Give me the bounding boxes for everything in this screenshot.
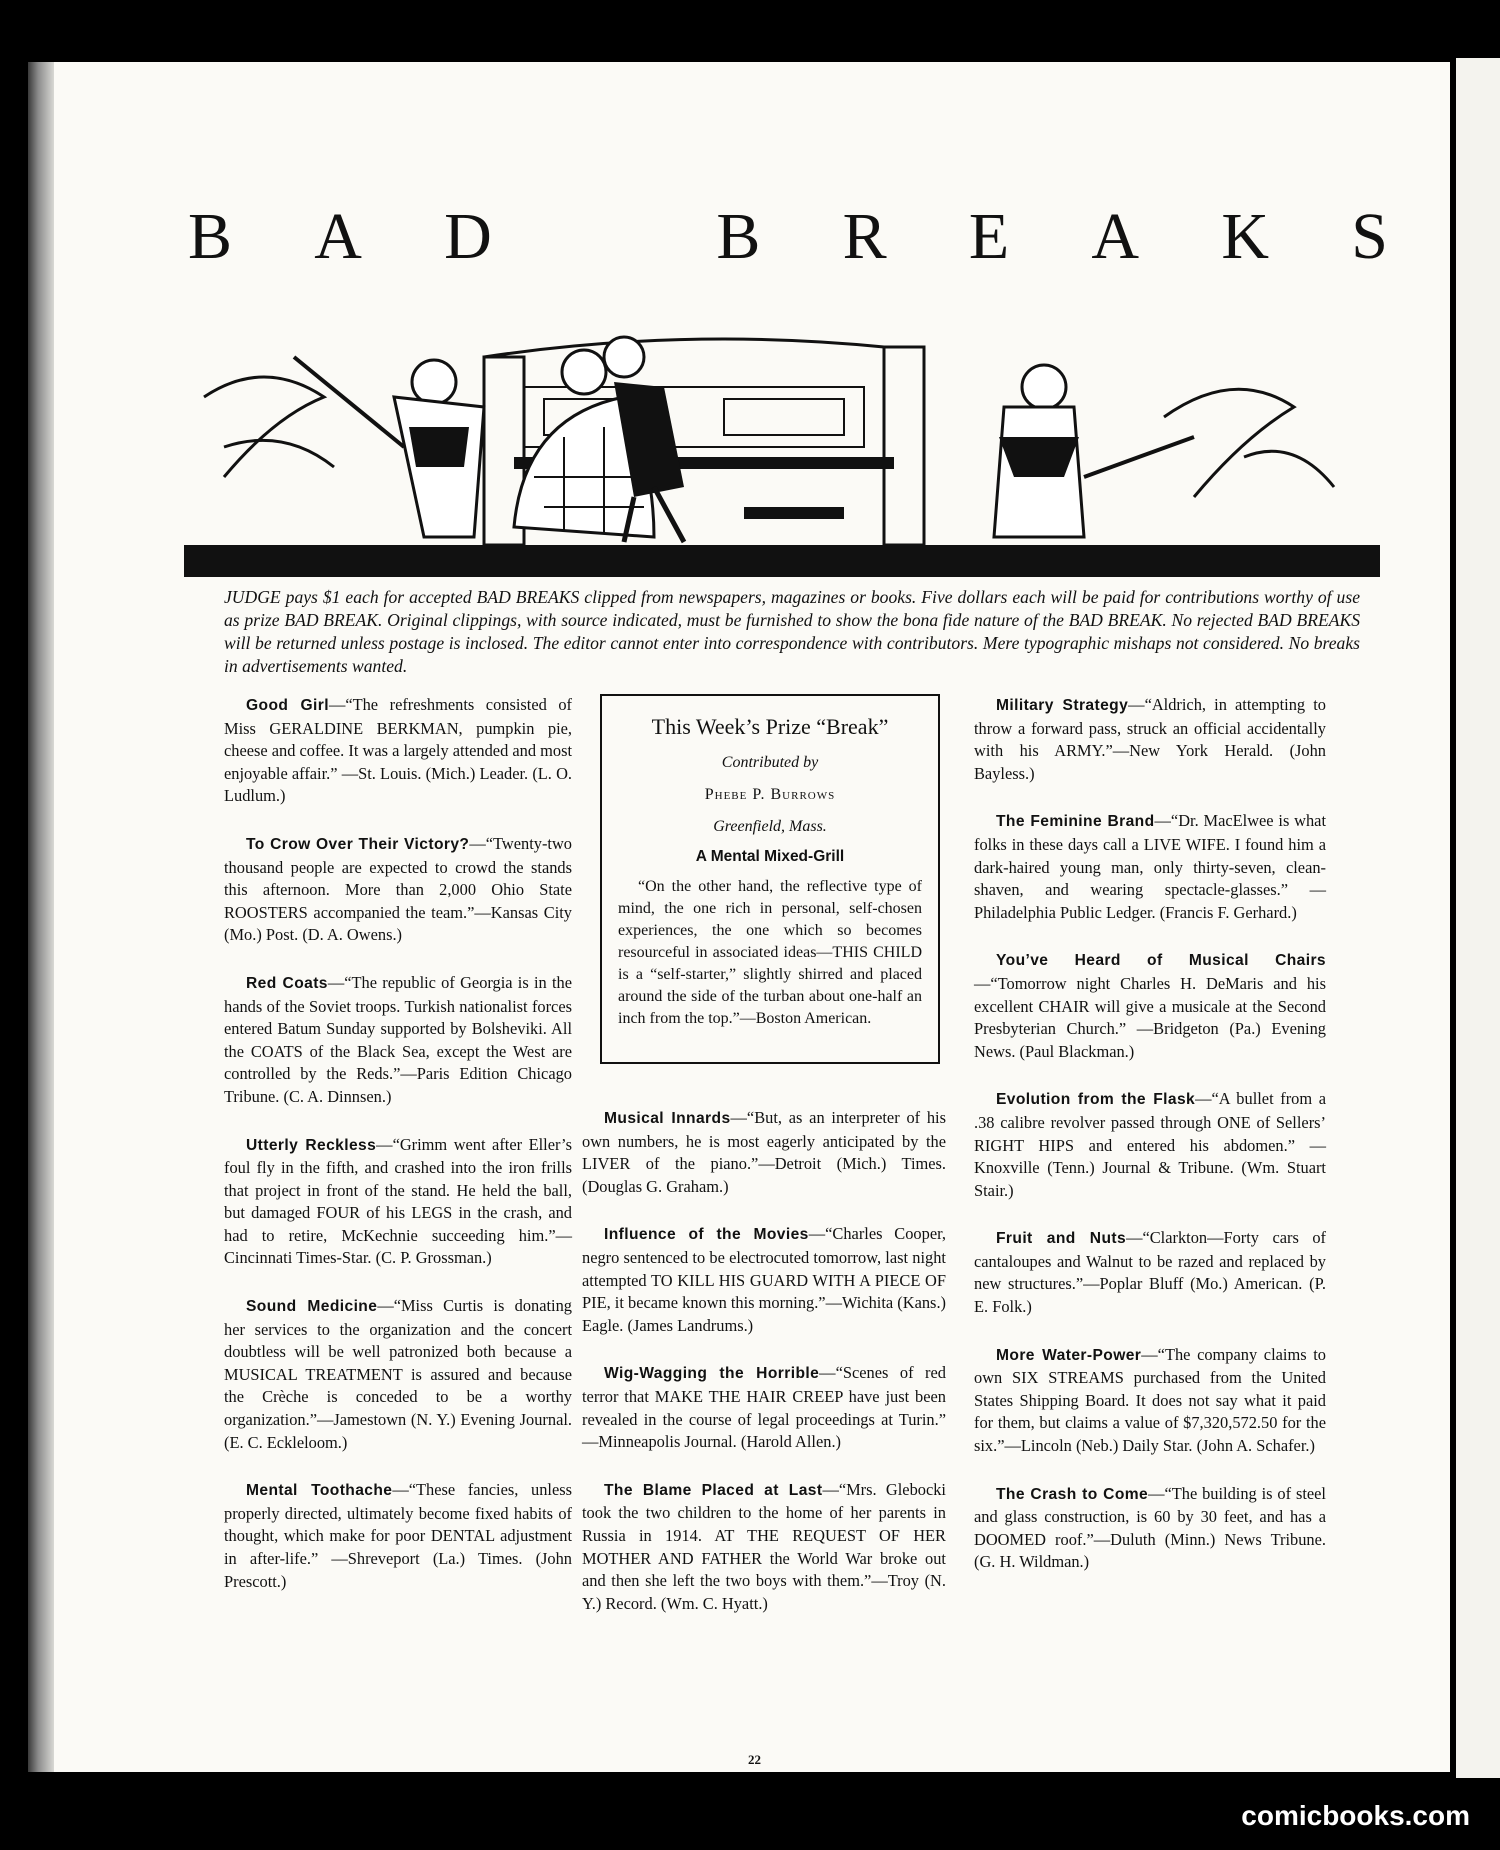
entry-heading: The Crash to Come [996, 1485, 1149, 1503]
entry-body: “Clarkton—Forty cars of cantaloupes and Walnut to be razed and replaced by new structures.”—Poplar Bluff (Mo.) American. (P. E. Folk.) [974, 1228, 1326, 1317]
entry-heading: You’ve Heard of Musical Chairs [996, 952, 1326, 970]
column-right [974, 694, 1326, 1599]
entry-heading: Musical Innards [604, 1110, 731, 1127]
entry-heading: Wig-Wagging the Horrible [604, 1365, 820, 1383]
entry-heading: The Feminine Brand [996, 813, 1155, 831]
entry-heading: Fruit and Nuts [996, 1230, 1127, 1248]
title-letter: A [1091, 200, 1140, 273]
list-item: Influence of the Movies—“Charles Cooper, negro sentenced to be electrocuted tomorrow, last night attempted TO KILL HIS GUARD WITH A PIECE OF PIE, it became known this morning.”—Wichita (Kans.) Eagle. (James Landrums.) [582, 1224, 947, 1335]
entry-heading: Red Coats [246, 974, 328, 992]
list-item: Musical Innards—“But, as an interpreter of his own numbers, he is most eagerly anticipated by the LIVER of the piano.”—Detroit (Mich.) Times. (Douglas G. Graham.) [582, 1108, 946, 1196]
entry-heading: More Water-Power [996, 1346, 1142, 1364]
entry-heading: Utterly Reckless [246, 1136, 377, 1154]
title-letter: A [314, 200, 362, 273]
entry-body: “Tomorrow night Charles H. DeMaris and his excellent CHAIR will give a musicale at the Second Presbyterian Church.” —Bridgeton (Pa.) Evening News. (Paul Blackman.) [974, 973, 1326, 1061]
adjacent-page-edge [1456, 58, 1500, 1778]
entry-body: “A bullet from a .38 calibre revolver passed through ONE of Sellers’ RIGHT HIPS and entered his abdomen.” — Knoxville (Tenn.) Journal & Tribune. (Wm. Stuart Stair.) [974, 1089, 1326, 1200]
prize-contributor-name: Phebe P. Burrows [704, 786, 836, 803]
title-letter: K [1221, 200, 1269, 273]
entry-heading: Sound Medicine [246, 1298, 378, 1316]
entry-body: “The republic of Georgia is in the hands of the Soviet troops. Turkish nationalist forces entered Batum Sunday supported by Bolsheviki. All the COATS of the Black Sea, except the West are controlled by the Reds.”—Paris Edition Chicago Tribune. (C. A. Dinnsen.) [224, 972, 572, 1106]
watermark: comicbooks.com [1241, 1800, 1470, 1831]
title-letter: D [444, 200, 492, 273]
page-title [188, 187, 1388, 287]
title-letter: B [716, 200, 761, 273]
entry-body: “Miss Curtis is donating her services to the organization and the concert doubtless will be well patronized both because a MUSICAL TREATMENT is assured and because the Crèche is conceded to be a worthy organization.”—Jamestown (N. Y.) Evening Journal. (E. C. Eckleloom.) [224, 1296, 572, 1452]
list-item: Evolution from the Flask—“A bullet from a .38 calibre revolver passed through ONE of Sellers’ RIGHT HIPS and entered his abdomen.” — Knoxville (Tenn.) Journal & Tribune. (Wm. Stuart Stair.) [974, 1089, 1326, 1200]
entry-heading: Influence of the Movies [604, 1226, 809, 1244]
list-item: More Water-Power—“The company claims to own SIX STREAMS purchased from the United States Shipping Board. It does not say what it paid for them, but claims a value of $7,320,572.50 for the six.”—Lincoln (Neb.) Daily Star. (John A. Schafer.) [974, 1344, 1326, 1456]
prize-text: “On the other hand, the reflective type of mind, the one rich in personal, self-chosen experiences, the one which so becomes resourceful in associated ideas—THIS CHILD is a “self-starter,” slightly shirred and placed around the side of the turban about one-half an inch from the top.”—Boston American. [618, 878, 922, 1027]
entry-heading: Mental Toothache [246, 1482, 393, 1500]
entry-body: “Scenes of red terror that MAKE THE HAIR CREEP have just been revealed in the course of legal proceedings at Turin.” —Minneapolis Journal. (Harold Allen.) [582, 1363, 946, 1452]
list-item: To Crow Over Their Victory?—“Twenty-two thousand people are expected to crowd the stands this afternoon. More than 2,000 Ohio State ROOSTERS accompanied the team.”—Kansas City (Mo.) Post. (D. A. Owens.) [224, 833, 572, 945]
list-item: Fruit and Nuts—“Clarkton—Forty cars of cantaloupes and Walnut to be razed and replaced by new structures.”—Poplar Bluff (Mo.) American. (P. E. Folk.) [974, 1228, 1326, 1317]
list-item: Good Girl—“The refreshments consisted of Miss GERALDINE BERKMAN, pumpkin pie, cheese and coffee. It was a largely attended and most enjoyable affair.” —St. Louis. (Mich.) Leader. (L. O. Ludlum.) [224, 695, 573, 806]
entry-heading: Good Girl [246, 697, 329, 714]
list-item: You’ve Heard of Musical Chairs—“Tomorrow night Charles H. DeMaris and his excellent CHAIR will give a musicale at the Second Presbyterian Church.” —Bridgeton (Pa.) Evening News. (Paul Blackman.) [974, 952, 1326, 1061]
list-item: Wig-Wagging the Horrible—“Scenes of red terror that MAKE THE HAIR CREEP have just been revealed in the course of legal proceedings at Turin.” —Minneapolis Journal. (Harold Allen.) [582, 1363, 946, 1452]
entry-body: “But, as an interpreter of his own numbers, he is most eagerly anticipated by the LIVER of the piano.”—Detroit (Mich.) Times. (Douglas G. Graham.) [582, 1108, 946, 1196]
prize-subtitle: A Mental Mixed-Grill [695, 848, 845, 865]
entry-body: “The refreshments consisted of Miss GERALDINE BERKMAN, pumpkin pie, cheese and coffee. It was a largely attended and most enjoyable affair.” —St. Louis. (Mich.) Leader. (L. O. Ludlum.) [224, 695, 573, 806]
entry-body: “Charles Cooper, negro sentenced to be electrocuted tomorrow, last night attempted TO KILL HIS GUARD WITH A PIECE OF PIE, it became known this morning.”—Wichita (Kans.) Eagle. (James Landrums.) [582, 1224, 947, 1335]
entry-body: “Grimm went after Eller’s foul fly in the fifth, and crashed into the iron frills that project in front of the stand. He held the ball, but damaged FOUR of his LEGS in the crash, and had to retire, McKechnie succeeding him.”—Cincinnati Times-Star. (C. P. Grossman.) [224, 1134, 572, 1268]
list-item: The Feminine Brand—“Dr. MacElwee is what folks in these days call a LIVE WIFE. I found him a dark-haired young man, only thirty-seven, clean-shaven, and wearing spectacle-glasses.” —Philadelphia Public Ledger. (Francis F. Gerhard.) [974, 811, 1326, 922]
title-letter: R [842, 200, 887, 273]
entry-body: “The building is of steel and glass construction, is 60 by 30 feet, and has a DOOMED roof.”—Duluth (Minn.) News Tribune. (G. H. Wildman.) [974, 1483, 1326, 1572]
entry-heading: Evolution from the Flask [996, 1091, 1196, 1109]
list-item: Red Coats—“The republic of Georgia is in the hands of the Soviet troops. Turkish nationalist forces entered Batum Sunday supported by Bolsheviki. All the COATS of the Black Sea, except the West are controlled by the Reds.”—Paris Edition Chicago Tribune. (C. A. Dinnsen.) [224, 972, 572, 1106]
list-item: Mental Toothache—“These fancies, unless properly directed, ultimately become fixed habits of thought, which make for poor DENTAL adjustment in after-life.” —Shreveport (La.) Times. (John Prescott.) [224, 1480, 573, 1591]
list-item: Sound Medicine—“Miss Curtis is donating her services to the organization and the concert doubtless will be well patronized both because a MUSICAL TREATMENT is assured and because the Crèche is conceded to be a worthy organization.”—Jamestown (N. Y.) Evening Journal. (E. C. Eckleloom.) [224, 1296, 572, 1452]
column-middle [582, 1107, 946, 1640]
title-letter: B [188, 200, 233, 273]
prize-heading: This Week’s Prize “Break” [651, 714, 889, 739]
header-illustration [184, 327, 1380, 577]
entry-heading: To Crow Over Their Victory? [246, 835, 470, 853]
prize-contributed-label: Contributed by [721, 754, 819, 771]
title-letter: S [1351, 200, 1388, 273]
entry-body: “Mrs. Glebocki took the two children to the home of her parents in Russia in 1914. AT THE REQUEST OF HER MOTHER AND FATHER the World War broke out and then she left the two boys with them.”—Troy (N. Y.) Record. (Wm. C. Hyatt.) [582, 1479, 946, 1613]
list-item: The Blame Placed at Last—“Mrs. Glebocki took the two children to the home of her parents in Russia in 1914. AT THE REQUEST OF HER MOTHER AND FATHER the World War broke out and then she left the two boys with them.”—Troy (N. Y.) Record. (Wm. C. Hyatt.) [582, 1479, 946, 1613]
entry-body: “The company claims to own SIX STREAMS purchased from the United States Shipping Board. It does not say what it paid for them, but claims a value of $7,320,572.50 for the six.”—Lincoln (Neb.) Daily Star. (John A. Schafer.) [974, 1344, 1326, 1456]
entry-heading: Military Strategy [996, 697, 1129, 714]
list-item: Military Strategy—“Aldrich, in attempting to throw a forward pass, struck an official accidentally with his ARMY.”—New York Herald. (John Bayless.) [974, 695, 1327, 783]
page-spine-shadow [28, 62, 54, 1772]
entry-body: “Dr. MacElwee is what folks in these days call a LIVE WIFE. I found him a dark-haired young man, only thirty-seven, clean-shaven, and wearing spectacle-glasses.” —Philadelphia Public Ledger. (Francis F. Gerhard.) [974, 811, 1326, 922]
entry-heading: The Blame Placed at Last [604, 1481, 823, 1499]
page-number: 22 [748, 1752, 761, 1767]
magazine-page [28, 62, 1450, 1772]
entry-body: “Aldrich, in attempting to throw a forward pass, struck an official accidentally with his ARMY.”—New York Herald. (John Bayless.) [974, 695, 1327, 783]
list-item: The Crash to Come—“The building is of steel and glass construction, is 60 by 30 feet, and has a DOOMED roof.”—Duluth (Minn.) News Tribune. (G. H. Wildman.) [974, 1483, 1326, 1572]
entry-body: “These fancies, unless properly directed, ultimately become fixed habits of thought, which make for poor DENTAL adjustment in after-life.” —Shreveport (La.) Times. (John Prescott.) [224, 1480, 573, 1591]
title-letter: E [968, 200, 1010, 273]
intro-paragraph: JUDGE pays $1 each for accepted BAD BREAKS clipped from newspapers, magazines or books. Five dollars each will be paid for contributions worthy of use as prize BAD BREAK. Original clippings, with source indicated, must be furnished to show the bona fide nature of the BAD BREAK. No rejected BAD BREAKS will be returned unless postage is inclosed. The editor cannot enter into correspondence with contributors. Mere typographic mishaps not considered. No breaks in advertisements wanted. [224, 587, 1360, 676]
prize-break-box [600, 694, 940, 1064]
entry-body: “Twenty-two thousand people are expected to crowd the stands this afternoon. More than 2,000 Ohio State ROOSTERS accompanied the team.”—Kansas City (Mo.) Post. (D. A. Owens.) [224, 833, 572, 945]
prize-location: Greenfield, Mass. [713, 818, 827, 835]
column-left [224, 694, 572, 1618]
list-item: Utterly Reckless—“Grimm went after Eller’s foul fly in the fifth, and crashed into the iron frills that project in front of the stand. He held the ball, but damaged FOUR of his LEGS in the crash, and had to retire, McKechnie succeeding him.”—Cincinnati Times-Star. (C. P. Grossman.) [224, 1134, 572, 1268]
